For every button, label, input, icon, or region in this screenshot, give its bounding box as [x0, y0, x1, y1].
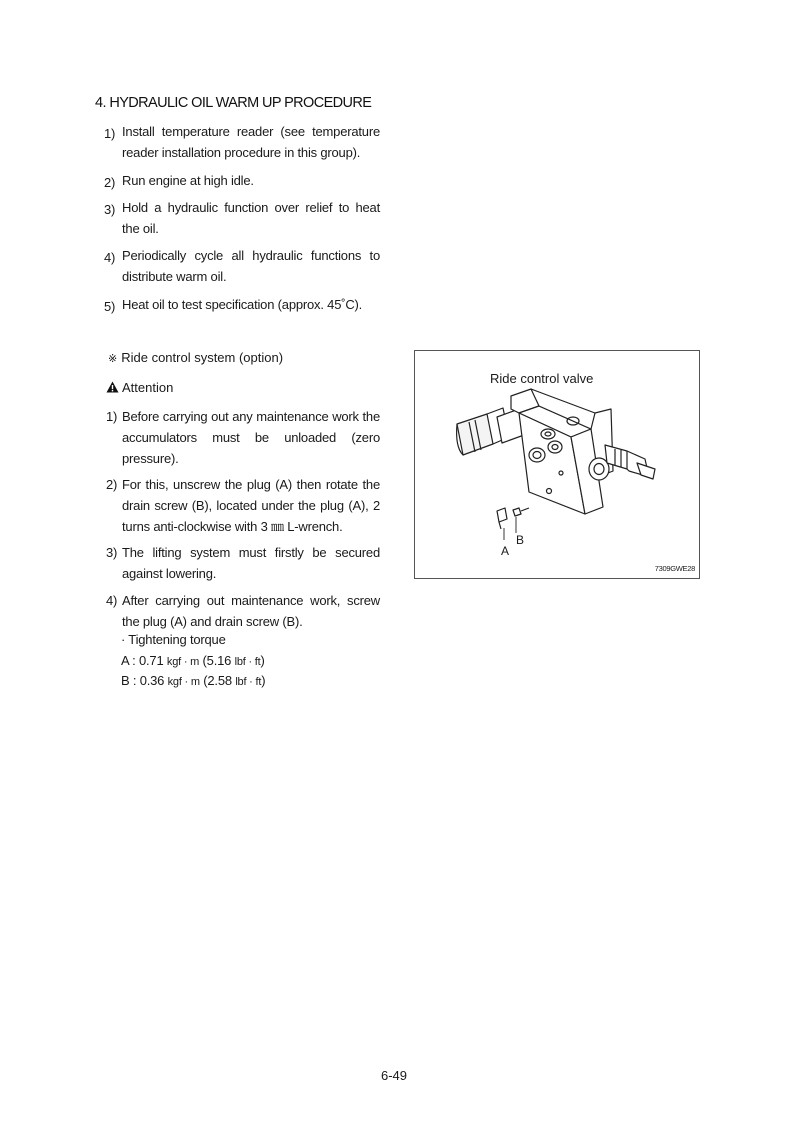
- attention-item-3: [106, 542, 380, 584]
- step-number: 2): [104, 175, 116, 190]
- step-text: Run engine at high idle.: [122, 173, 254, 188]
- figure-code: 7309GWE28: [654, 564, 695, 573]
- step-4: [104, 245, 380, 287]
- attention-item-1: [106, 406, 380, 469]
- step-text: Heat oil to test specification (approx. 45˚C).: [122, 297, 363, 312]
- step-text: Install temperature reader (see temperature reader installation procedure in this group).: [122, 124, 380, 160]
- item-number: 3): [106, 545, 118, 560]
- item-text: For this, unscrew the plug (A) then rotate the drain screw (B), located under the plug (A), 2 turns anti-clockwise with 3 ㎜ L-wrench.: [122, 477, 380, 534]
- warning-triangle-icon: [106, 381, 119, 396]
- item-number: 2): [106, 477, 118, 492]
- torque-value-a: A : 0.71 kgf · m (5.16 lbf · ft): [121, 653, 265, 668]
- page-number: 6-49: [381, 1068, 408, 1083]
- torque-label: · Tightening torque: [121, 632, 226, 647]
- step-3: [104, 197, 380, 239]
- attention-label: Attention: [122, 380, 174, 395]
- attention-item-2: [106, 474, 380, 537]
- step-number: 3): [104, 202, 116, 217]
- attention-item-4: [106, 590, 380, 632]
- attention-heading: [106, 380, 173, 396]
- item-text: The lifting system must firstly be secured against lowering.: [122, 545, 380, 581]
- torque-value-b: B : 0.36 kgf · m (2.58 lbf · ft): [121, 673, 266, 688]
- ride-control-valve-figure: [414, 350, 700, 579]
- option-note: [108, 350, 283, 365]
- reference-mark-icon: ※: [108, 353, 118, 365]
- step-number: 1): [104, 126, 116, 141]
- step-2: [104, 170, 380, 191]
- step-text: Hold a hydraulic function over relief to heat the oil.: [122, 200, 380, 236]
- step-text: Periodically cycle all hydraulic functions to distribute warm oil.: [122, 248, 380, 284]
- step-1: [104, 121, 380, 163]
- item-text: After carrying out maintenance work, screw the plug (A) and drain screw (B).: [122, 593, 380, 629]
- item-number: 1): [106, 409, 118, 424]
- option-note-text: Ride control system (option): [121, 350, 284, 365]
- step-number: 4): [104, 250, 116, 265]
- step-5: [104, 294, 380, 315]
- section-heading: 4. HYDRAULIC OIL WARM UP PROCEDURE: [95, 95, 372, 111]
- figure-title: Ride control valve: [490, 371, 594, 386]
- item-text: Before carrying out any maintenance work the accumulators must be unloaded (zero pressure).: [122, 409, 380, 466]
- item-number: 4): [106, 593, 118, 608]
- callout-label-b: B: [516, 533, 525, 547]
- callout-label-a: A: [501, 544, 510, 558]
- step-number: 5): [104, 299, 116, 314]
